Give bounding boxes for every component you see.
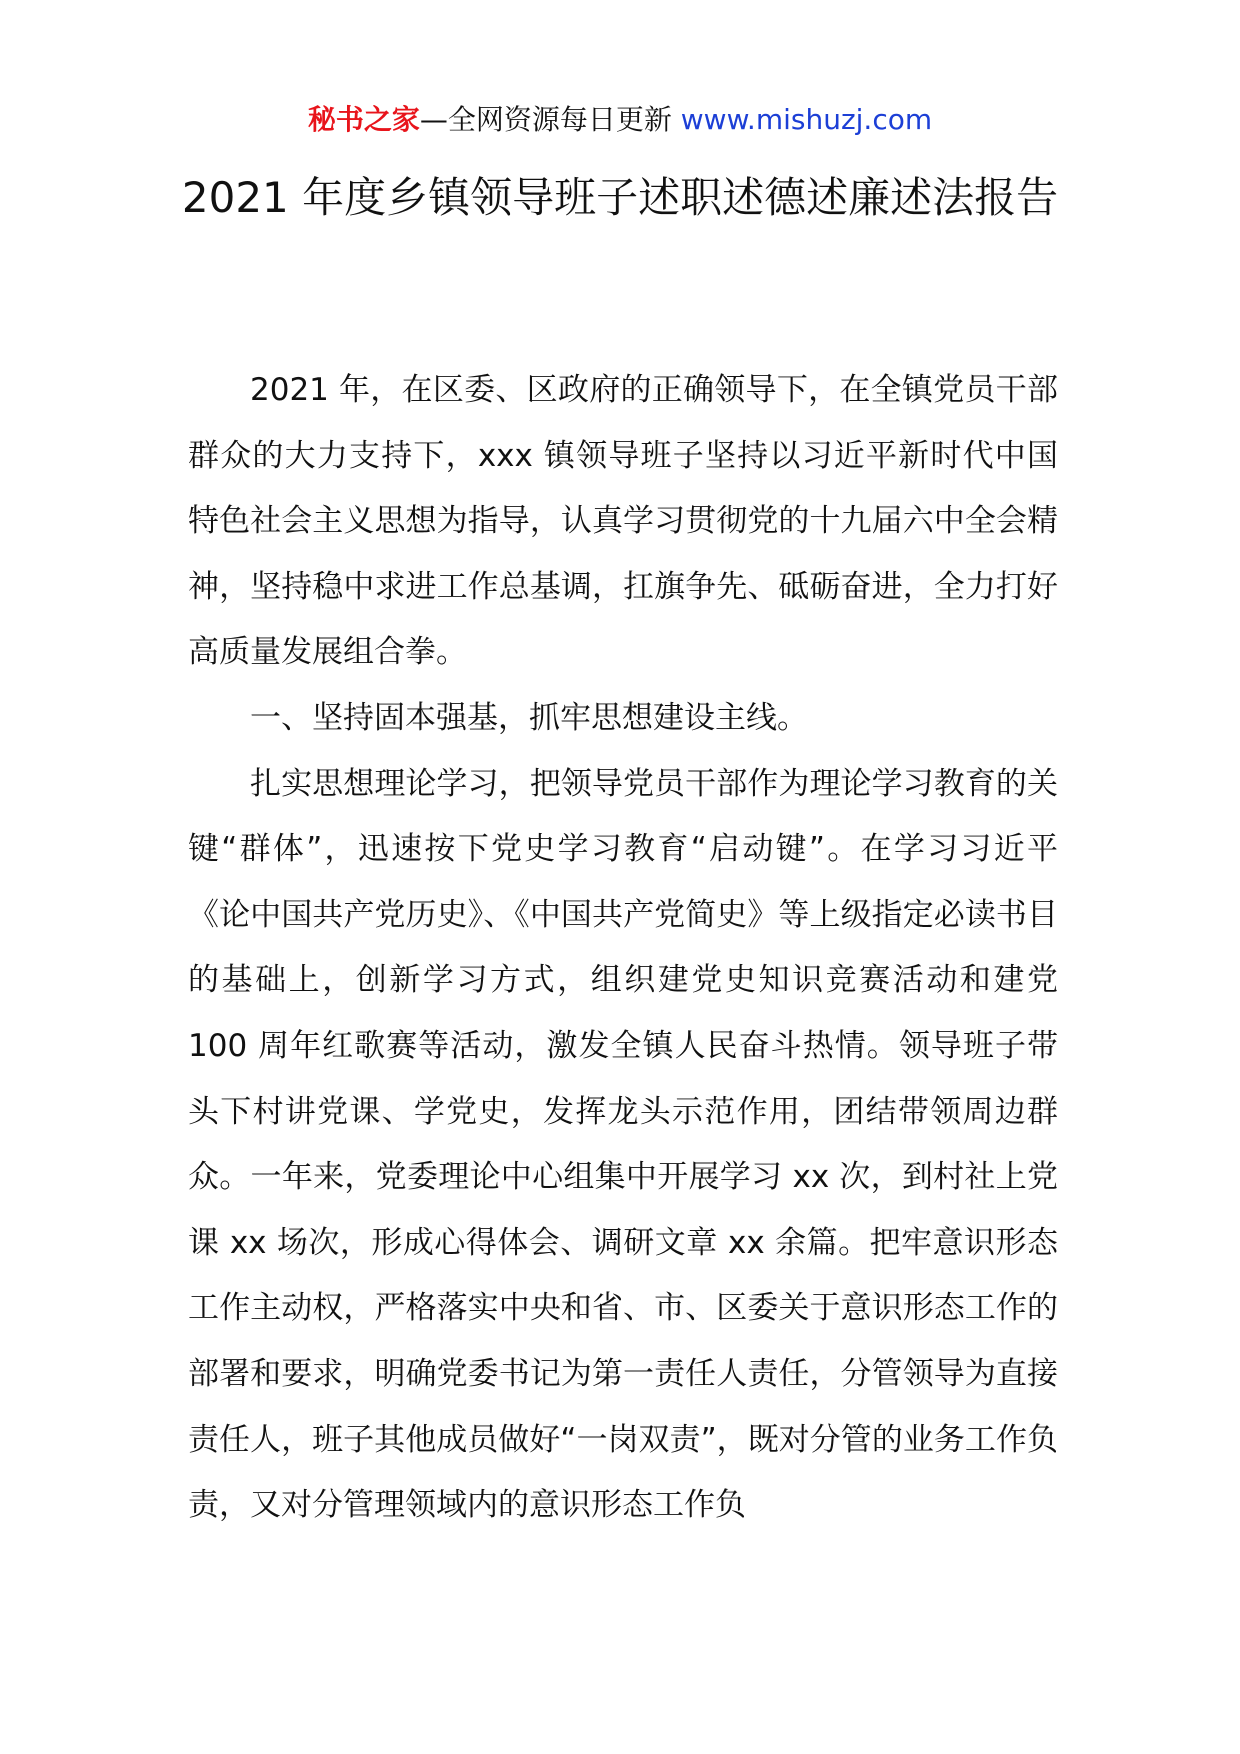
header-slogan: —全网资源每日更新 — [419, 103, 681, 136]
site-url-link[interactable]: www.mishuzj.com — [680, 103, 933, 136]
paragraph-study: 扎实思想理论学习，把领导党员干部作为理论学习教育的关键“群体”，迅速按下党史学习教育“启动键”。在学习习近平《论中国共产党历史》、《中国共产党简史》等上级指定必读书目的基础上，创新学习方式，组织建党史知识竞赛活动和建党 100 周年红歌赛等活动，激发全镇人民奋斗热情。领导班子带头下村讲党课、学党史，发挥龙头示范作用，团结带领周边群众。一年来，党委理论中心组集中开展学习 xx 次，到村社上党课 xx 场次，形成心得体会、调研文章 xx 余篇。把牢意识形态工作主动权，严格落实中央和省、市、区委关于意识形态工作的部署和要求，明确党委书记为第一责任人责任，分管领导为直接责任人，班子其他成员做好“一岗双责”，既对分管的业务工作负责，又对分管理领域内的意识形态工作负 — [188, 765, 1058, 1524]
document-body — [188, 358, 1058, 1539]
paragraph-intro: 2021 年，在区委、区政府的正确领导下，在全镇党员干部群众的大力支持下，xxx 镇领导班子坚持以习近平新时代中国特色社会主义思想为指导，认真学习贯彻党的十九届六中全会精神，坚持稳中求进工作总基调，扛旗争先、砥砺奋进，全力打好高质量发展组合拳。 — [188, 372, 1058, 671]
site-header — [0, 100, 1240, 140]
document-title: 2021 年度乡镇领导班子述职述德述廉述法报告 — [181, 173, 1059, 222]
brand-name: 秘书之家 — [307, 103, 420, 136]
section-heading: 一、坚持固本强基，抓牢思想建设主线。 — [250, 699, 808, 736]
